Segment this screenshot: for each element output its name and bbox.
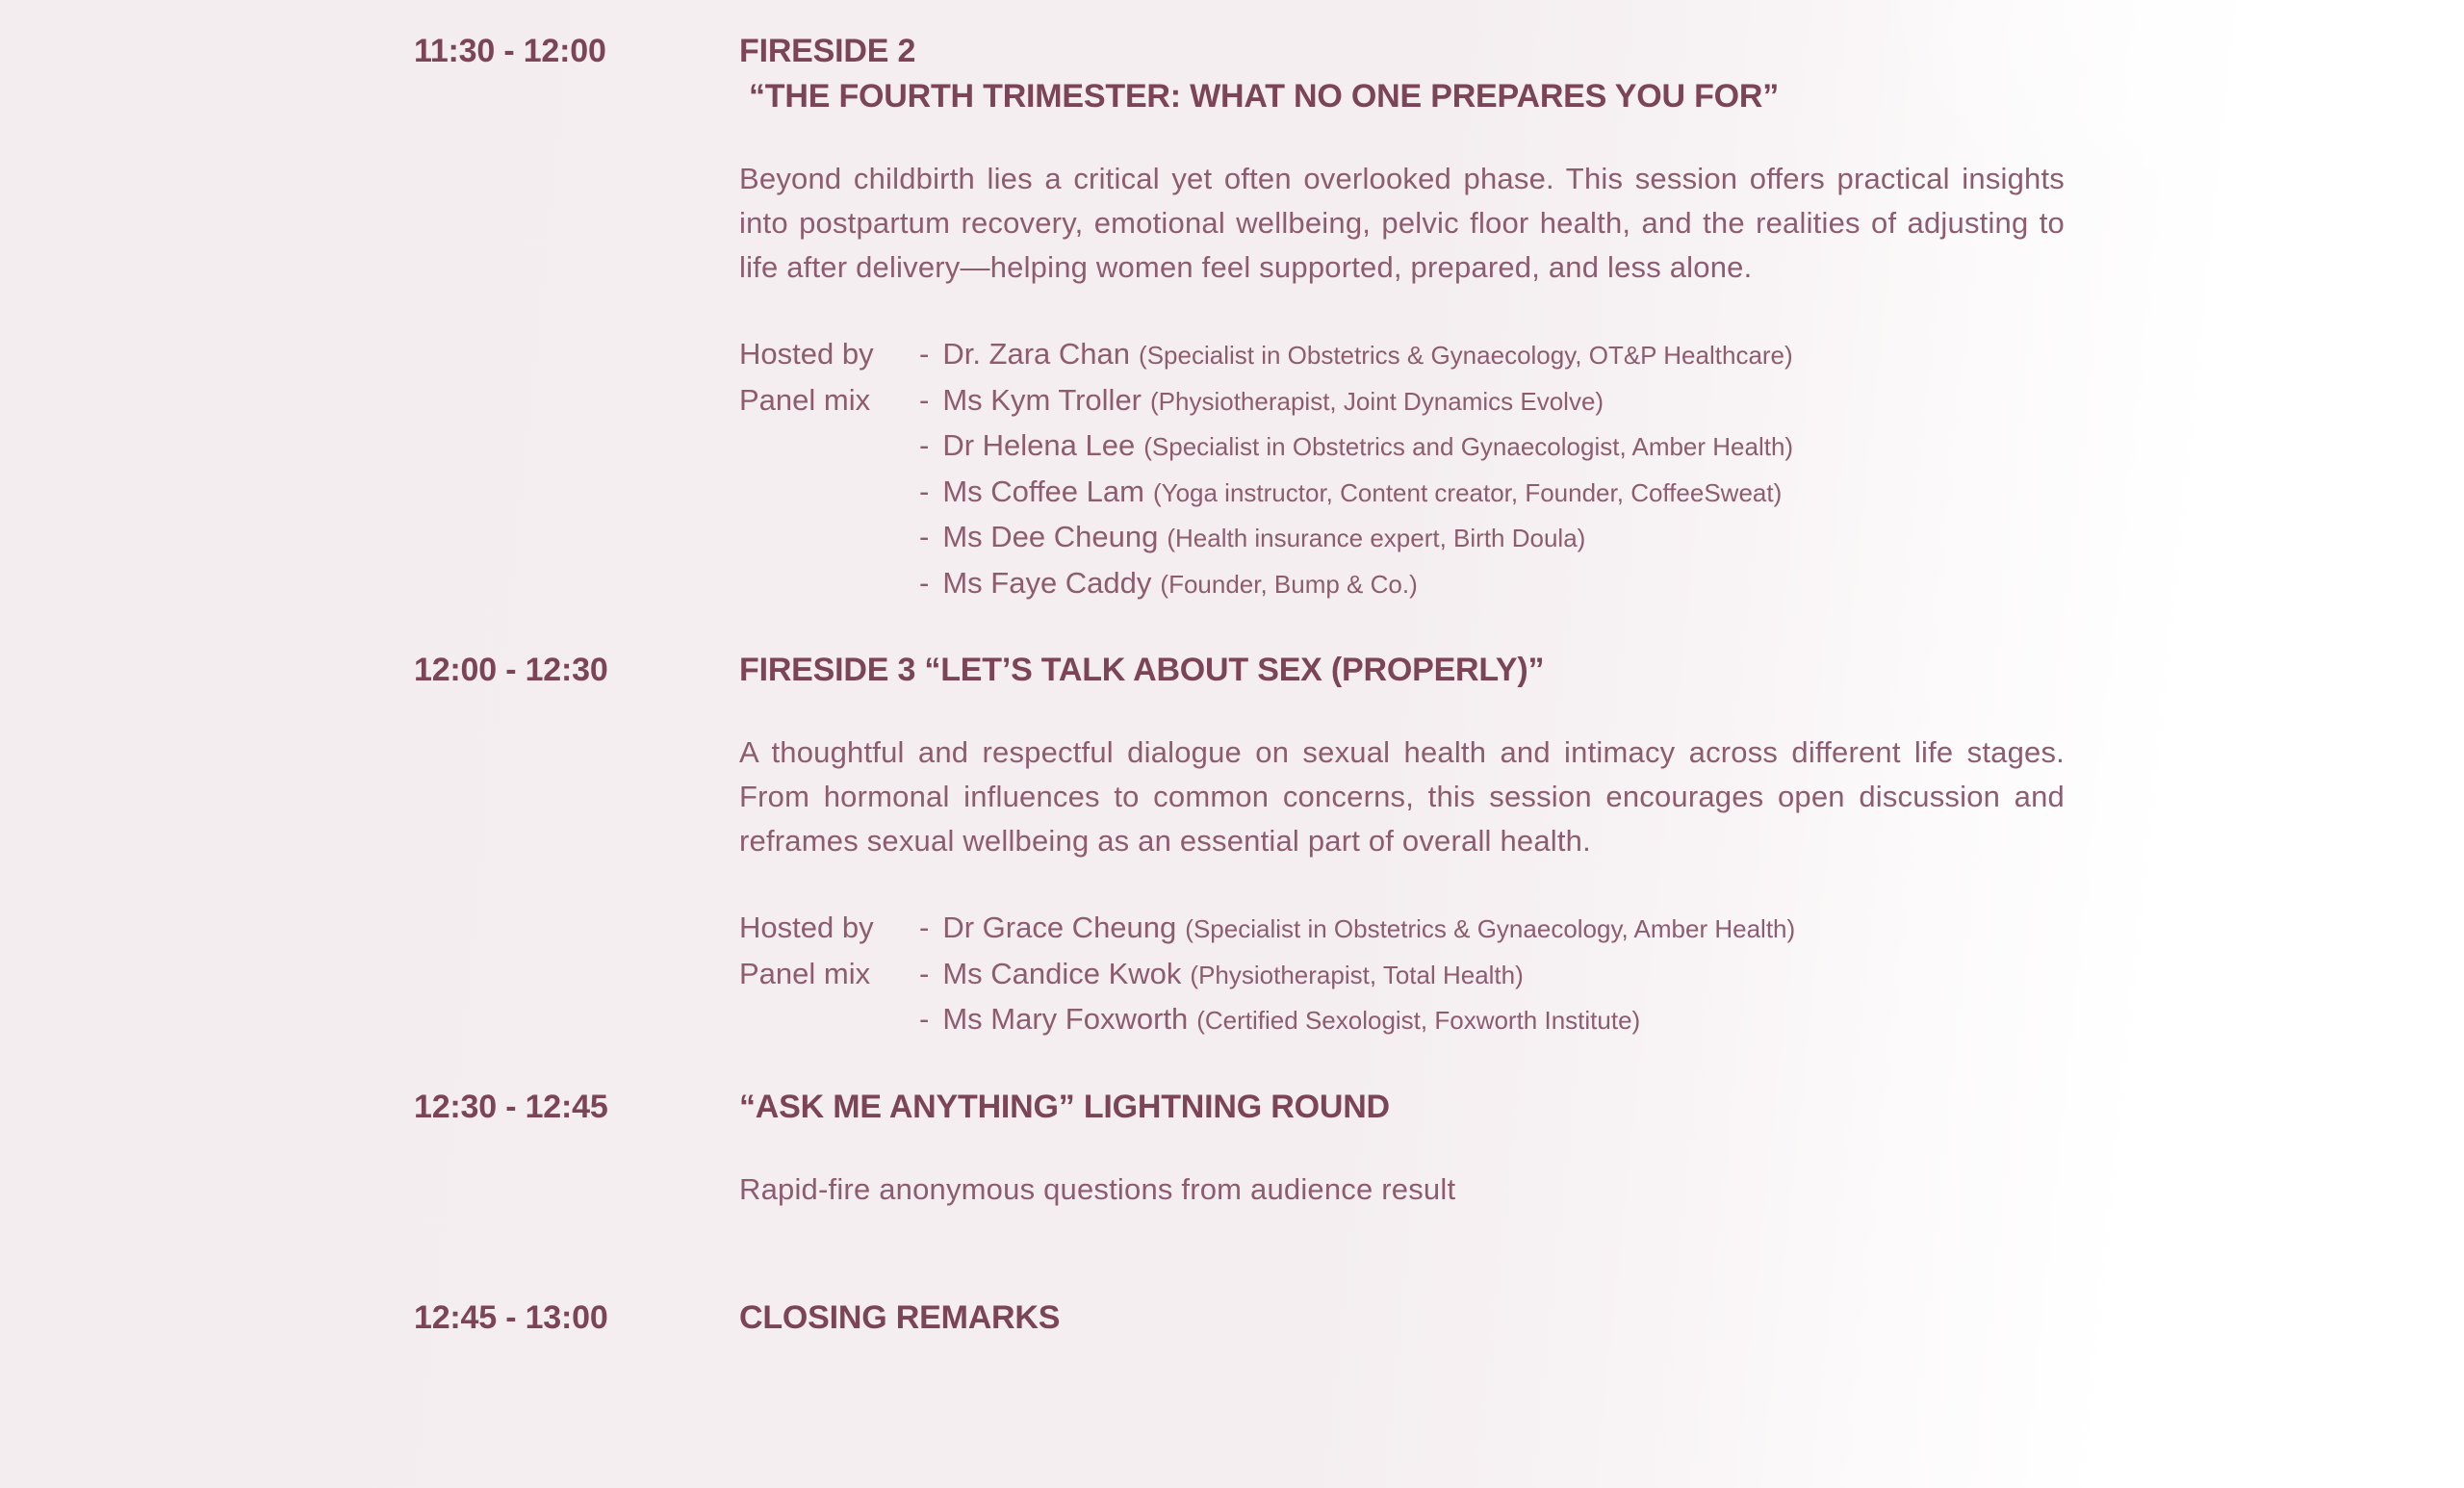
speaker-prefix: [739, 423, 919, 470]
speaker-name: Dr Helena Lee: [942, 428, 1136, 462]
session-description: Rapid-fire anonymous questions from audience result: [739, 1171, 1456, 1206]
speaker-credentials: (Specialist in Obstetrics & Gynaecology, Amber Health): [1185, 914, 1796, 943]
session-speakers: [739, 332, 2065, 606]
session-content: [739, 1296, 2065, 1378]
session-title-line: FIRESIDE 2: [739, 33, 916, 69]
list-dash: -: [919, 428, 930, 462]
session-time: 12:30 - 12:45: [414, 1088, 608, 1125]
agenda-sessions: [414, 29, 2065, 1378]
speaker-prefix: Panel mix: [739, 956, 871, 990]
session-time: 12:00 - 12:30: [414, 652, 608, 688]
agenda-session: [414, 1085, 2065, 1254]
speaker-credentials: (Specialist in Obstetrics & Gynaecology, OT&P Healthcare): [1139, 341, 1793, 370]
speaker-name: Ms Mary Foxworth: [942, 1002, 1189, 1036]
speaker-entry: [919, 378, 2065, 424]
speaker-credentials: (Specialist in Obstetrics and Gynaecologist, Amber Health): [1143, 432, 1794, 461]
speaker-name: Ms Dee Cheung: [942, 520, 1159, 553]
speaker-prefix: [739, 470, 919, 516]
speaker-prefix: [739, 515, 919, 561]
speaker-row: [739, 515, 2065, 561]
list-dash: -: [919, 1002, 930, 1036]
session-title: [739, 648, 2065, 693]
session-title: [739, 1296, 2065, 1341]
speaker-row: [739, 423, 2065, 470]
session-content: [739, 648, 2065, 1043]
session-content: [739, 1085, 2065, 1254]
session-title-line: FIRESIDE 3 “LET’S TALK ABOUT SEX (PROPERLY)”: [739, 652, 1545, 688]
speaker-credentials: (Physiotherapist, Joint Dynamics Evolve): [1150, 386, 1604, 416]
speaker-name: Ms Kym Troller: [942, 382, 1142, 417]
speaker-row: [739, 332, 2065, 378]
speaker-prefix: Hosted by: [739, 911, 874, 944]
speaker-name: Ms Coffee Lam: [942, 474, 1144, 508]
speaker-entry: [919, 423, 2065, 470]
session-speakers: [739, 906, 2065, 1043]
speaker-row: [739, 952, 2065, 998]
session-time: 12:45 - 13:00: [414, 1298, 608, 1336]
session-title: [739, 1085, 2065, 1130]
list-dash: -: [919, 337, 930, 371]
session-time: 11:30 - 12:00: [414, 33, 606, 69]
list-dash: -: [919, 565, 930, 600]
speaker-name: Ms Faye Caddy: [942, 565, 1152, 600]
speaker-row: [739, 561, 2065, 607]
session-title-line: “THE FOURTH TRIMESTER: WHAT NO ONE PREPARES YOU FOR”: [749, 78, 1780, 115]
speaker-entry: [919, 997, 2065, 1043]
list-dash: -: [919, 956, 930, 990]
speaker-credentials: (Physiotherapist, Total Health): [1190, 960, 1524, 989]
speaker-row: [739, 997, 2065, 1043]
session-content: [739, 29, 2065, 606]
speaker-entry: [919, 561, 2065, 607]
list-dash: -: [919, 382, 930, 417]
session-description: A thoughtful and respectful dialogue on sexual health and intimacy across different life stages. From hormonal influences to common concerns, this session encourages open discussion and reframes sexual wellbeing as an essential part of overall health.: [739, 735, 2065, 858]
speaker-entry: [919, 332, 2065, 378]
speaker-row: [739, 906, 2065, 952]
agenda-session: [414, 29, 2065, 606]
session-description: Beyond childbirth lies a critical yet often overlooked phase. This session offers practical insights into postpartum recovery, emotional wellbeing, pelvic floor health, and the realities of adjusting to life after delivery—helping women feel supported, prepared, and less alone.: [739, 162, 2065, 284]
speaker-prefix: [739, 561, 919, 607]
agenda-session: [414, 1296, 2065, 1378]
agenda-session: [414, 648, 2065, 1043]
speaker-name: Dr. Zara Chan: [942, 337, 1131, 371]
speaker-credentials: (Founder, Bump & Co.): [1160, 569, 1418, 599]
list-dash: -: [919, 474, 930, 508]
speaker-credentials: (Health insurance expert, Birth Doula): [1167, 524, 1586, 552]
session-title-line: CLOSING REMARKS: [739, 1298, 1061, 1336]
speaker-entry: [919, 470, 2065, 516]
speaker-entry: [919, 952, 2065, 998]
speaker-name: Dr Grace Cheung: [942, 911, 1177, 944]
speaker-row: [739, 470, 2065, 516]
list-dash: -: [919, 911, 930, 944]
speaker-credentials: (Yoga instructor, Content creator, Founder, CoffeeSweat): [1152, 477, 1783, 507]
speaker-entry: [919, 515, 2065, 561]
session-title-line: “ASK ME ANYTHING” LIGHTNING ROUND: [739, 1088, 1390, 1125]
session-title: [739, 29, 2065, 119]
speaker-name: Ms Candice Kwok: [942, 956, 1182, 990]
speaker-row: [739, 378, 2065, 424]
speaker-prefix: Hosted by: [739, 337, 874, 371]
speaker-credentials: (Certified Sexologist, Foxworth Institute): [1196, 1006, 1641, 1035]
speaker-prefix: [739, 997, 919, 1043]
speaker-entry: [919, 906, 2065, 952]
speaker-prefix: Panel mix: [739, 382, 871, 417]
list-dash: -: [919, 520, 930, 553]
